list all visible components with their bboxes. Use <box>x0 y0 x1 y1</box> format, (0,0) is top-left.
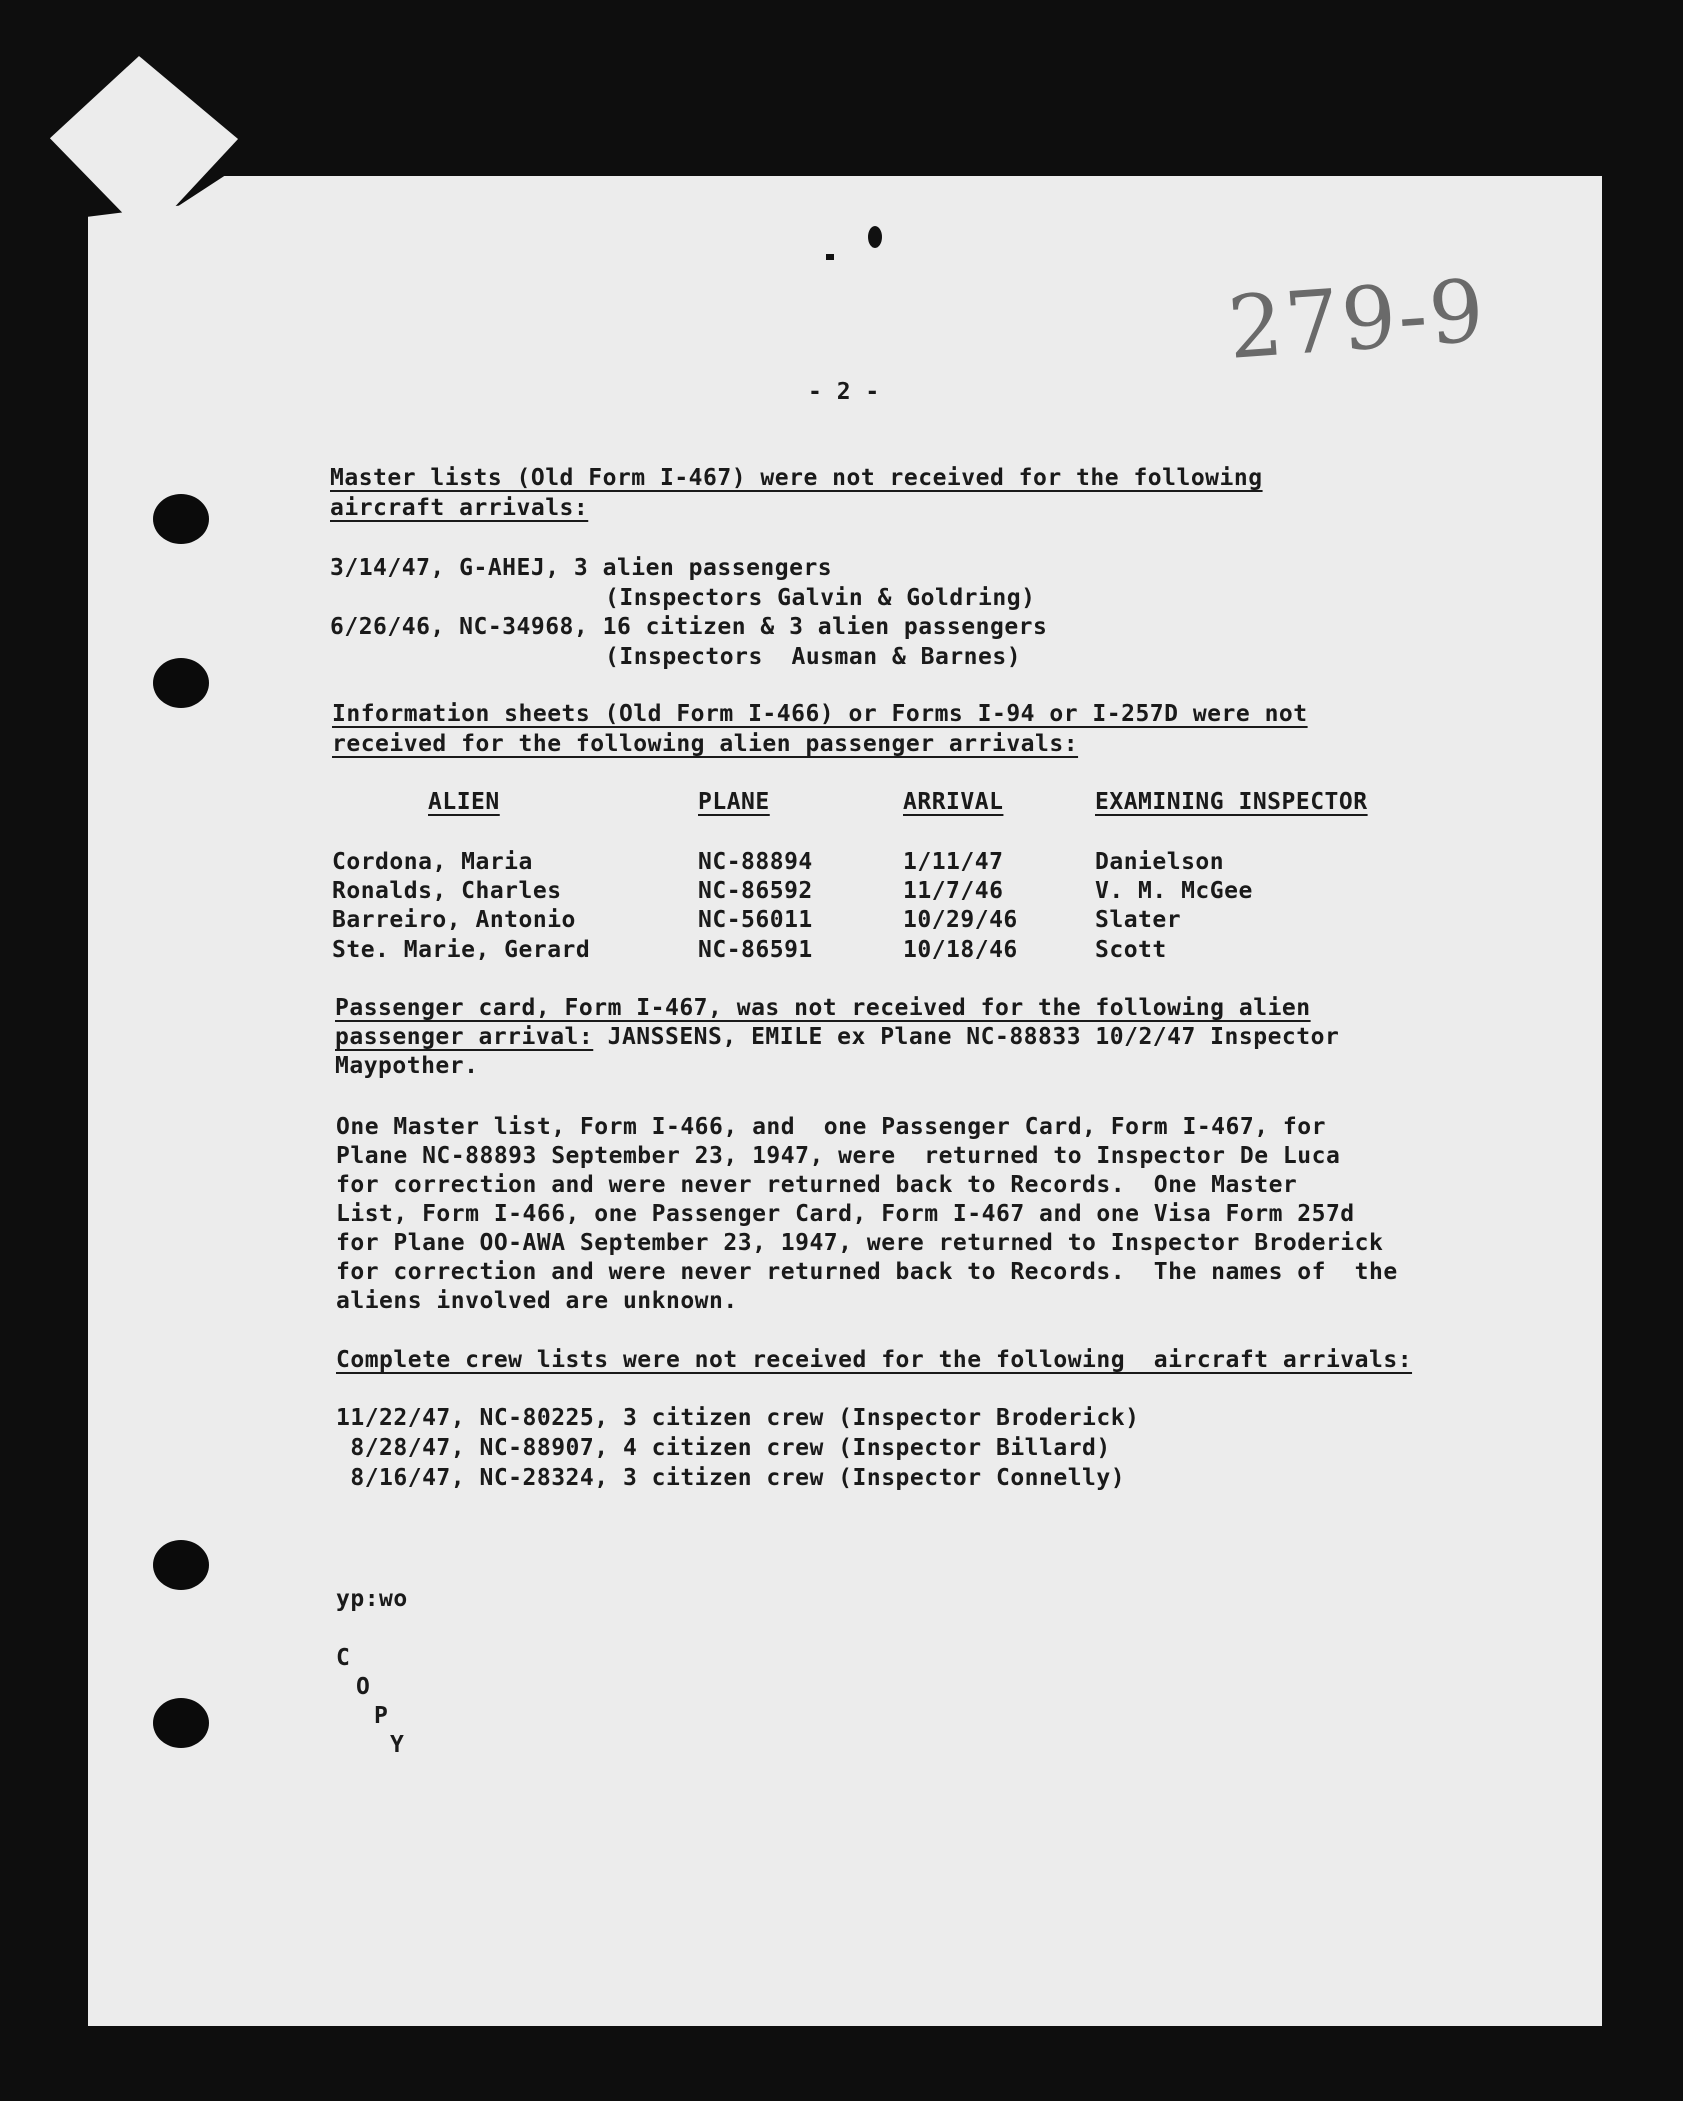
ink-blot <box>868 226 882 248</box>
table-cell-inspector: Slater <box>1095 907 1182 933</box>
punch-hole-3 <box>153 1540 209 1590</box>
column-header-arrival: ARRIVAL <box>903 789 1004 815</box>
page-number: - 2 - <box>808 379 880 405</box>
punch-hole-1 <box>153 494 209 544</box>
table-cell-plane: NC-86592 <box>698 878 813 904</box>
arrival-entry-2-inspectors: (Inspectors Ausman & Barnes) <box>605 644 1022 670</box>
section1-heading-line2: aircraft arrivals: <box>330 495 589 521</box>
punch-hole-2 <box>153 658 209 708</box>
table-cell-inspector: Danielson <box>1095 849 1225 875</box>
crew-entry: 8/28/47, NC-88907, 4 citizen crew (Inspector Billard) <box>336 1435 1111 1461</box>
arrival-entry-1-inspectors: (Inspectors Galvin & Goldring) <box>605 585 1036 611</box>
table-cell-arrival: 1/11/47 <box>903 849 1004 875</box>
section2-heading-line1: Information sheets (Old Form I-466) or Forms I-94 or I-257D were not <box>332 701 1308 727</box>
copy-letter-c: C <box>336 1645 351 1671</box>
paragraph-line: aliens involved are unknown. <box>336 1288 738 1314</box>
paragraph-line: One Master list, Form I-466, and one Passenger Card, Form I-467, for <box>336 1114 1326 1140</box>
arrival-entry-1: 3/14/47, G-AHEJ, 3 alien passengers <box>330 555 833 581</box>
paragraph-line: for Plane OO-AWA September 23, 1947, were returned to Inspector Broderick <box>336 1230 1384 1256</box>
table-cell-inspector: Scott <box>1095 937 1167 963</box>
paragraph-line: for correction and were never returned back to Records. One Master <box>336 1172 1298 1198</box>
section1-heading-line1: Master lists (Old Form I-467) were not received for the following <box>330 465 1263 491</box>
handwritten-reference-number: 279-9 <box>1224 261 1490 379</box>
ink-speck <box>826 254 834 260</box>
section3-underlined-phrase: passenger arrival: <box>335 1024 594 1050</box>
crew-entry: 11/22/47, NC-80225, 3 citizen crew (Inspector Broderick) <box>336 1405 1140 1431</box>
table-cell-alien: Ronalds, Charles <box>332 878 562 904</box>
paragraph-line: List, Form I-466, one Passenger Card, Form I-467 and one Visa Form 257d <box>336 1201 1355 1227</box>
section3-line2 <box>335 1023 1339 1053</box>
section5-heading: Complete crew lists were not received for the following aircraft arrivals: <box>336 1347 1413 1373</box>
table-cell-arrival: 10/18/46 <box>903 937 1018 963</box>
table-cell-plane: NC-88894 <box>698 849 813 875</box>
paragraph-line: Plane NC-88893 September 23, 1947, were returned to Inspector De Luca <box>336 1143 1341 1169</box>
column-header-examining-inspector: EXAMINING INSPECTOR <box>1095 789 1368 815</box>
table-cell-alien: Barreiro, Antonio <box>332 907 576 933</box>
table-cell-plane: NC-86591 <box>698 937 813 963</box>
typist-initials: yp:wo <box>336 1586 408 1612</box>
punch-hole-4 <box>153 1698 209 1748</box>
paragraph-line: for correction and were never returned back to Records. The names of the <box>336 1259 1398 1285</box>
copy-letter-o: O <box>356 1674 371 1700</box>
copy-letter-p: P <box>374 1703 389 1729</box>
table-cell-plane: NC-56011 <box>698 907 813 933</box>
column-header-plane: PLANE <box>698 789 770 815</box>
table-cell-alien: Ste. Marie, Gerard <box>332 937 591 963</box>
table-cell-inspector: V. M. McGee <box>1095 878 1253 904</box>
section3-line1: Passenger card, Form I-467, was not received for the following alien <box>335 995 1311 1021</box>
table-cell-arrival: 10/29/46 <box>903 907 1018 933</box>
table-cell-alien: Cordona, Maria <box>332 849 533 875</box>
section2-heading-line2: received for the following alien passenger arrivals: <box>332 731 1079 757</box>
section3-line3: Maypother. <box>335 1053 479 1079</box>
column-header-alien: ALIEN <box>428 789 500 815</box>
arrival-entry-2: 6/26/46, NC-34968, 16 citizen & 3 alien passengers <box>330 614 1048 640</box>
table-cell-arrival: 11/7/46 <box>903 878 1004 904</box>
crew-entry: 8/16/47, NC-28324, 3 citizen crew (Inspector Connelly) <box>336 1465 1126 1491</box>
copy-letter-y: Y <box>390 1732 405 1758</box>
document-page <box>88 176 1602 2026</box>
section3-line2-rest: JANSSENS, EMILE ex Plane NC-88833 10/2/47 Inspector <box>593 1024 1340 1050</box>
